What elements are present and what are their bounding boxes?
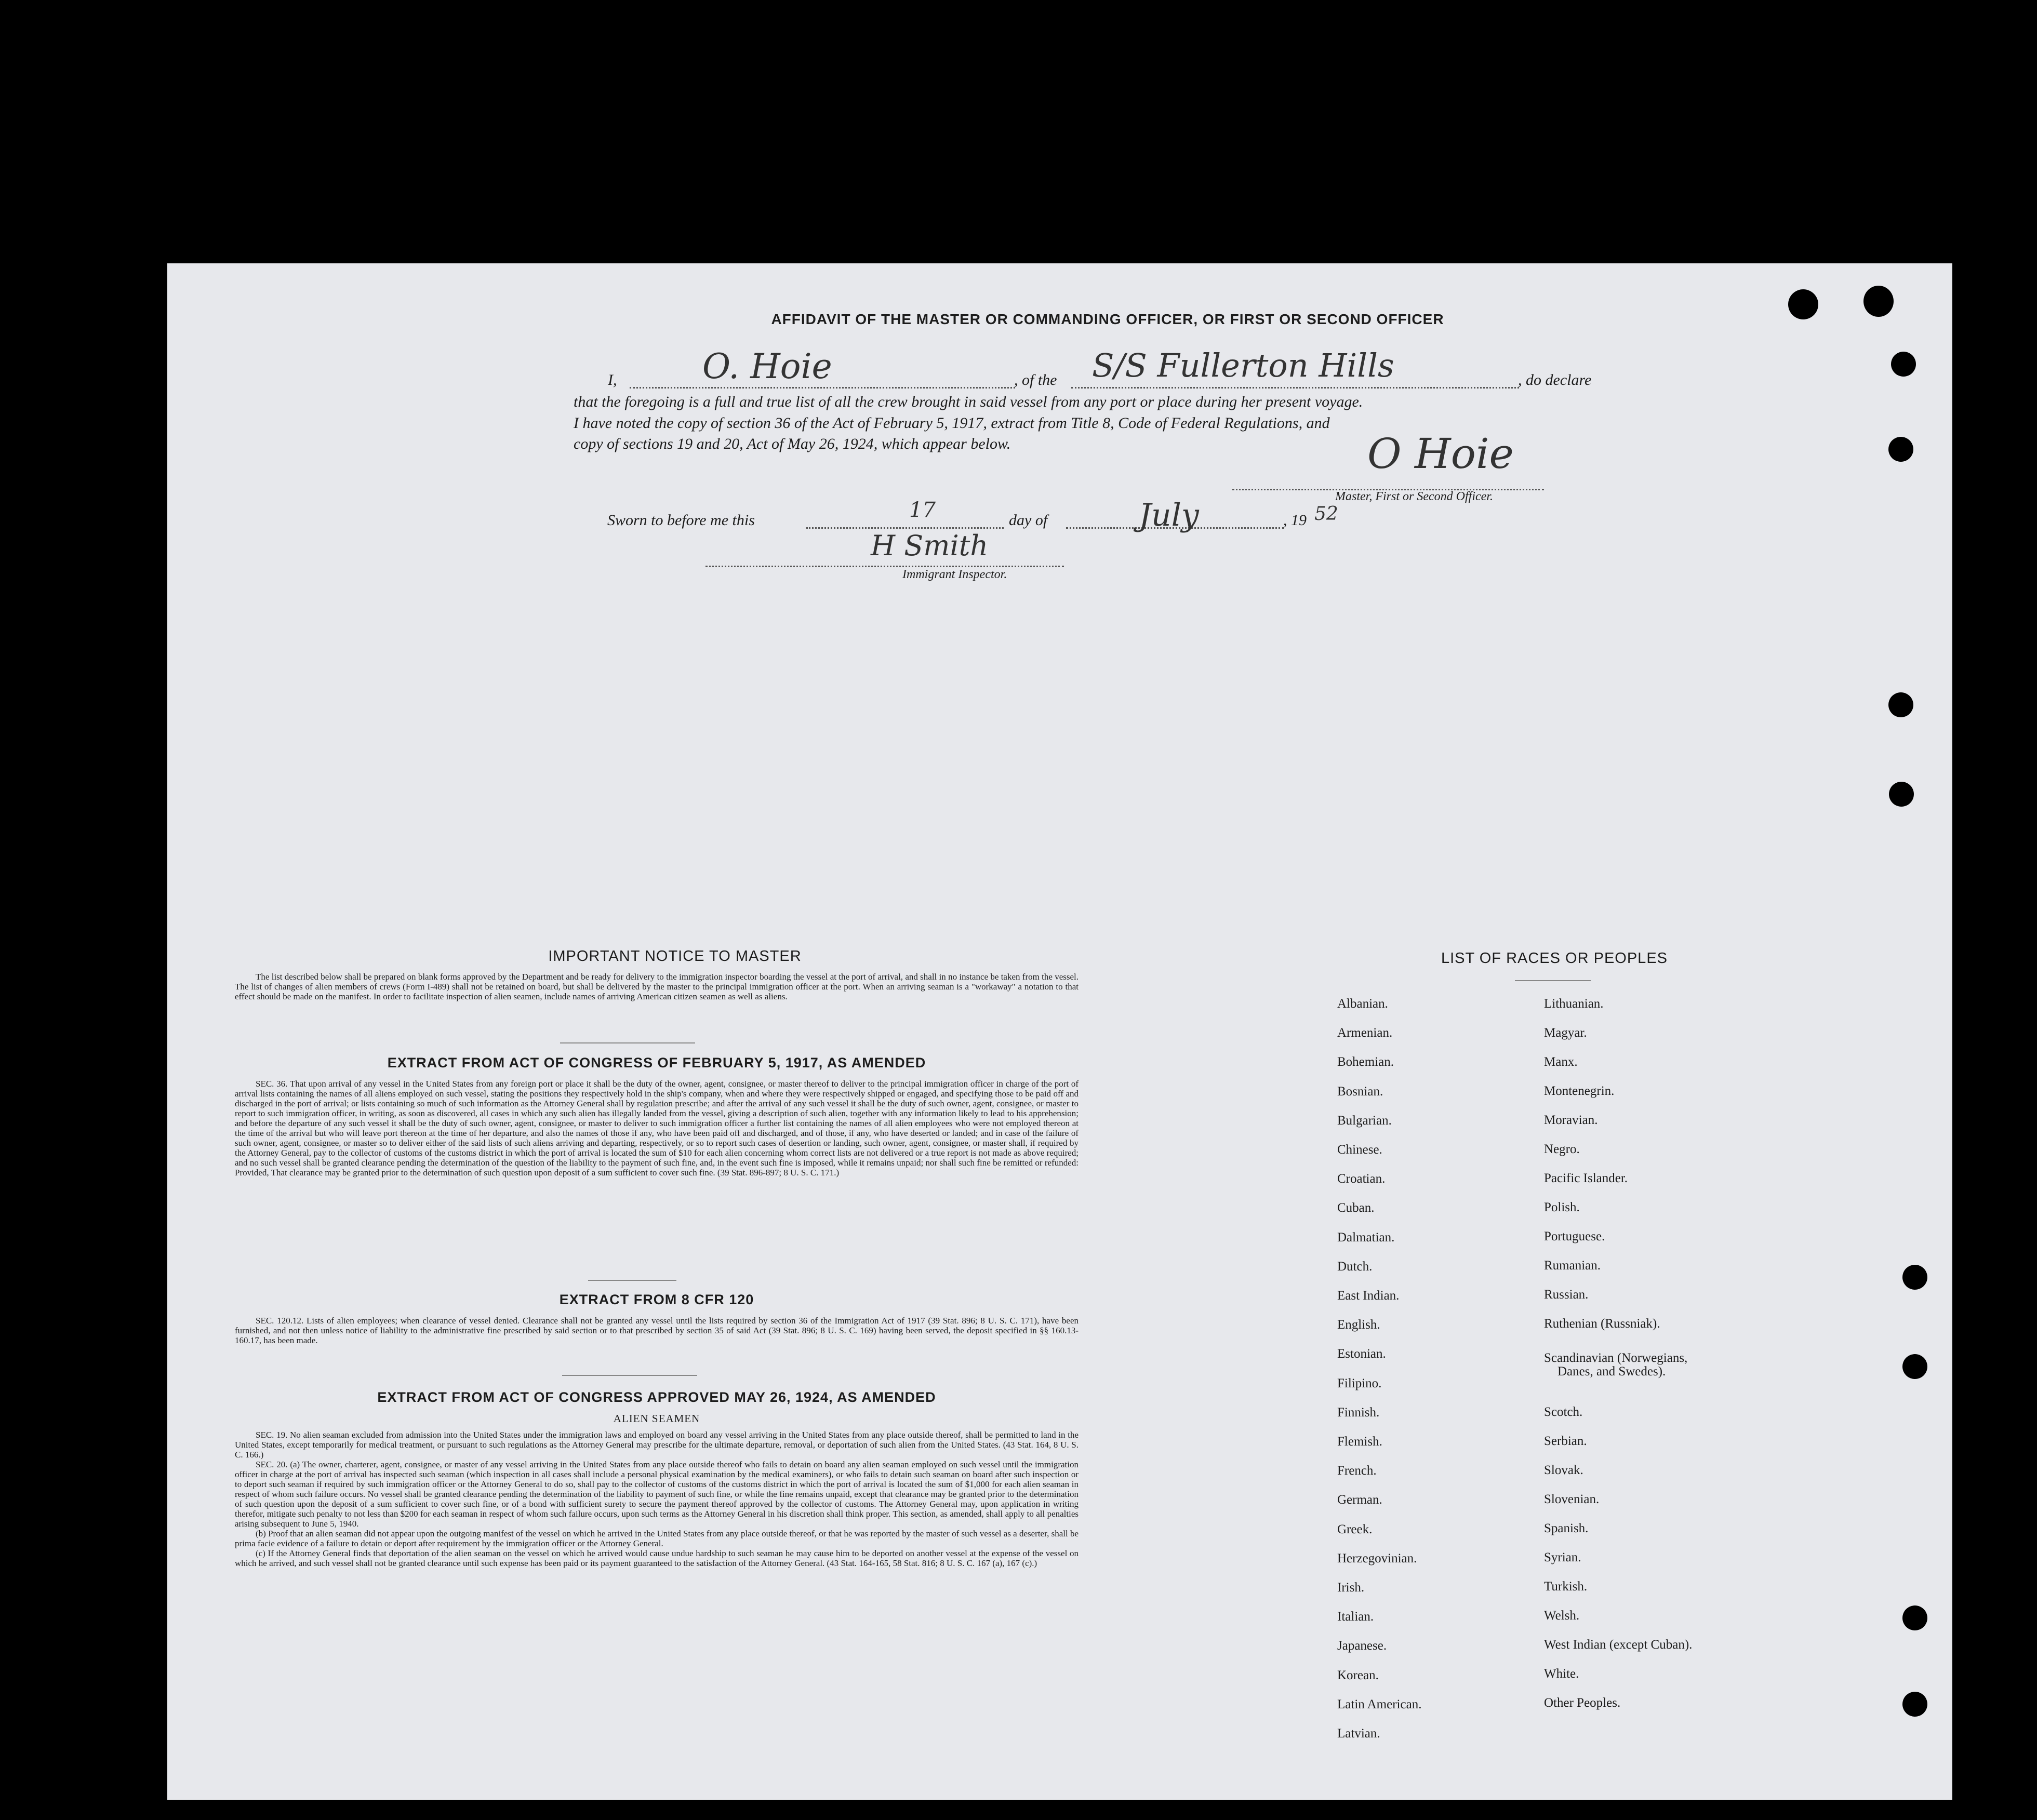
- race-item: Estonian.: [1337, 1347, 1386, 1361]
- vessel-name-line: [1071, 386, 1519, 389]
- punch-hole: [1863, 286, 1894, 317]
- vessel-name-handwritten: S/S Fullerton Hills: [1092, 346, 1394, 384]
- sworn-label: Sworn to before me this: [607, 512, 755, 529]
- extract-cfr-text: [235, 1316, 1079, 1345]
- race-item: Magyar.: [1544, 1026, 1587, 1040]
- extract-cfr-title: EXTRACT FROM 8 CFR 120: [559, 1292, 754, 1307]
- divider: [562, 1375, 697, 1376]
- inspector-line: [705, 565, 1064, 567]
- extract-1917-text: [235, 1079, 1079, 1177]
- inspector-caption: Immigrant Inspector.: [902, 568, 1007, 581]
- race-item: Slovak.: [1544, 1463, 1583, 1477]
- master-signature: O Hoie: [1367, 430, 1514, 478]
- race-item: Flemish.: [1337, 1435, 1382, 1449]
- alien-seamen-subtitle: ALIEN SEAMEN: [613, 1412, 700, 1425]
- sec-20a-paragraph: SEC. 20. (a) The owner, charterer, agent, consignee, or master of any vessel arriving in the United States from any place outside thereof who fails to detain on board any alien seaman employed on such vessel until the immigration officer in charge at the port of arrival has inspected such seaman (which inspection in all cases shall include a personal physical examination by the medical examiners), or who fails to detain such seaman on board after such inspection or to deport such seaman if required by such immigration officer or the Attorney General to do so, shall pay to the collector of customs of the customs district in which the port of arrival is located the sum of $1,000 for each alien seaman in respect of whom such failure occurs. No vessel shall be granted clearance pending the determination of the liability to payment of such fine, or while the fine remains unpaid, except that clearance may be granted prior to the determination of such question upon the deposit of a sum sufficient to cover such fine, or of a bond with sufficient surety to secure the payment thereof approved by the collector of customs. The Attorney General may, upon application in writing therefor, mitigate such penalty to not less than $200 for each seaman in respect of whom such failure occurs, upon such terms as the Attorney General in his discretion shall think proper. This section, as amended, shall apply to all penalties arising subsequent to June 5, 1940.: [235, 1460, 1079, 1529]
- sec-20b-paragraph: (b) Proof that an alien seaman did not appear upon the outgoing manifest of the vessel on which he arrived in the United States from any place outside thereof, or that he was reported by the master of such vessel as a deserter, shall be prima facie evidence of a failure to detain or deport after requirement by the immigration officer or the Attorney General.: [235, 1529, 1079, 1548]
- races-title: LIST OF RACES OR PEOPLES: [1441, 950, 1668, 967]
- race-item: French.: [1337, 1464, 1377, 1478]
- punch-hole: [1889, 782, 1914, 807]
- race-item: Russian.: [1544, 1288, 1589, 1302]
- race-item: Croatian.: [1337, 1172, 1386, 1186]
- race-item: Scotch.: [1544, 1405, 1583, 1419]
- race-item: Dalmatian.: [1337, 1230, 1395, 1244]
- race-item: Slovenian.: [1544, 1492, 1600, 1506]
- race-item: Finnish.: [1337, 1405, 1380, 1420]
- punch-hole: [1902, 1265, 1927, 1290]
- race-item: Manx.: [1544, 1055, 1578, 1069]
- document-page: [167, 263, 1952, 1800]
- day-of-label: day of: [1009, 512, 1048, 529]
- divider: [560, 1042, 695, 1043]
- punch-hole: [1888, 437, 1913, 462]
- race-item: Spanish.: [1544, 1521, 1589, 1535]
- race-item: Danes, and Swedes).: [1557, 1364, 1666, 1379]
- sworn-day-handwritten: 17: [909, 498, 936, 522]
- race-item: English.: [1337, 1318, 1380, 1332]
- sec-19-paragraph: SEC. 19. No alien seaman excluded from admission into the United States under the immigration laws and employed on board any vessel arriving in the United States from any place outside thereof, shall be permitted to land in the United States, except temporarily for medical treatment, or pursuant to such regulations as the Attorney General may prescribe for the ultimate departure, removal, or deportation of such alien from the United States. (43 Stat. 164, 8 U. S. C. 166.): [235, 1430, 1079, 1460]
- race-item: Bohemian.: [1337, 1055, 1394, 1069]
- signature-caption: Master, First or Second Officer.: [1335, 490, 1493, 503]
- affidavit-title: AFFIDAVIT OF THE MASTER OR COMMANDING OFFICER, OR FIRST OR SECOND OFFICER: [771, 311, 1444, 327]
- race-item: Rumanian.: [1544, 1259, 1601, 1273]
- race-item: Montenegrin.: [1544, 1084, 1615, 1098]
- extract-1924-text: [235, 1430, 1079, 1568]
- race-item: Armenian.: [1337, 1026, 1393, 1040]
- divider: [1515, 980, 1591, 981]
- race-item: Turkish.: [1544, 1580, 1588, 1594]
- race-item: Latin American.: [1337, 1697, 1422, 1711]
- affidavit-line-2: that the foregoing is a full and true list of all the crew brought in said vessel from any port or place during her present voyage.: [574, 393, 1363, 410]
- race-item: Bulgarian.: [1337, 1113, 1392, 1128]
- race-item: Serbian.: [1544, 1434, 1587, 1448]
- race-item: Moravian.: [1544, 1113, 1598, 1127]
- of-the-label: , of the: [1014, 371, 1057, 389]
- punch-hole: [1788, 289, 1818, 319]
- punch-hole: [1902, 1354, 1927, 1379]
- race-item: Portuguese.: [1544, 1229, 1605, 1243]
- race-item: Japanese.: [1337, 1639, 1387, 1653]
- race-item: Albanian.: [1337, 997, 1388, 1011]
- do-declare-label: , do declare: [1518, 371, 1592, 389]
- race-item: Latvian.: [1337, 1727, 1380, 1741]
- extract-1917-paragraph: SEC. 36. That upon arrival of any vessel in the United States from any foreign port or place it shall be the duty of the owner, agent, consignee, or master thereof to deliver to the principal immigration officer in charge of the port of arrival lists containing the names of all aliens employed on such vessel, stating the positions they respectively hold in the ship's company, when and where they were respectively shipped or engaged, and specifying those to be paid off and discharged in the port of arrival; or lists containing so much of such information as the Attorney General shall by regulation prescribe; and after the arrival of any such vessel it shall be the duty of such owner, agent, consignee, or master to report to such immigration officer, in writing, as soon as discovered, all cases in which any such alien has illegally landed from the vessel, giving a description of such alien, together with any information likely to lead to his apprehension; and before the departure of any such vessel it shall be the duty of such owner, agent, consignee, or master to deliver to such immigration officer a further list containing the names of all alien employees who were not employed thereon at the time of the arrival but who will leave port thereon at the time of her departure, and also the names of those if any, who have been paid off and discharged, and of those, if any, who have deserted or landed; and in case of the failure of such owner, agent, consignee, or master so to deliver either of the said lists of such aliens arriving and departing, respectively, or so to report such cases of desertion or landing, such owner, agent, consignee, or master shall, if required by the Attorney General, pay to the collector of customs of the customs district in which the port of arrival is located the sum of $10 for each alien concerning whom correct lists are not delivered or a true report is not made as above required; and no such vessel shall be granted clearance pending the determination of the question of the liability to the payment of such fine, and, in the event such fine is imposed, while it remains unpaid; nor shall such fine be remitted or refunded: Provided, That clearance may be granted prior to the determination of such question upon deposit of a sum sufficient to cover such fine. (39 Stat. 896-897; 8 U. S. C. 171.): [235, 1079, 1079, 1177]
- extract-cfr-paragraph: SEC. 120.12. Lists of alien employees; when clearance of vessel denied. Clearance shall not be granted any vessel until the lists required by section 36 of the Immigration Act of 1917 (39 Stat. 896; 8 U. S. C. 171), have been furnished, and not then unless notice of liability to the administrative fine prescribed by said section or to that prescribed by section 35 of said Act (39 Stat. 896; 8 U. S. C. 169) having been served, the deposit specified in §§ 160.13-160.17, has been made.: [235, 1316, 1079, 1345]
- race-item: Greek.: [1337, 1522, 1373, 1536]
- notice-title: IMPORTANT NOTICE TO MASTER: [548, 948, 802, 965]
- race-item: Irish.: [1337, 1581, 1365, 1595]
- race-item: Ruthenian (Russniak).: [1544, 1317, 1660, 1331]
- race-item: Negro.: [1544, 1142, 1580, 1156]
- race-item: Lithuanian.: [1544, 997, 1604, 1011]
- race-item: Cuban.: [1337, 1201, 1375, 1215]
- race-item: German.: [1337, 1493, 1382, 1507]
- race-item: Italian.: [1337, 1610, 1374, 1624]
- affidavit-line-3: I have noted the copy of section 36 of the Act of February 5, 1917, extract from Title 8, Code of Federal Regulations, and: [574, 414, 1330, 432]
- race-item: Welsh.: [1544, 1609, 1580, 1623]
- inspector-signature: H Smith: [871, 529, 989, 562]
- master-name-handwritten: O. Hoie: [702, 346, 832, 386]
- race-item: Dutch.: [1337, 1259, 1373, 1274]
- i-label: I,: [608, 371, 617, 389]
- race-item: Filipino.: [1337, 1376, 1382, 1390]
- punch-hole: [1902, 1692, 1927, 1717]
- year-prefix: , 19: [1283, 512, 1307, 529]
- race-item: Scandinavian (Norwegians,: [1544, 1351, 1688, 1365]
- punch-hole: [1888, 692, 1913, 717]
- sworn-day-line: [806, 526, 1004, 529]
- race-item: Pacific Islander.: [1544, 1171, 1628, 1185]
- punch-hole: [1902, 1605, 1927, 1630]
- race-item: East Indian.: [1337, 1289, 1400, 1303]
- race-item: Bosnian.: [1337, 1084, 1383, 1099]
- extract-1924-title: EXTRACT FROM ACT OF CONGRESS APPROVED MAY 26, 1924, AS AMENDED: [377, 1389, 936, 1405]
- race-item: West Indian (except Cuban).: [1544, 1638, 1693, 1652]
- race-item: Chinese.: [1337, 1143, 1382, 1157]
- race-item: Polish.: [1544, 1200, 1580, 1214]
- notice-paragraph: The list described below shall be prepared on blank forms approved by the Department and be ready for delivery to the immigration inspector boarding the vessel at the port of arrival, and shall in no instance be taken from the vessel. The list of changes of alien members of crews (Form I-489) shall not be retained on board, but shall be delivered by the master to the principal immigration officer at the port. When an arriving seaman is a "workaway" a notation to that effect should be made on the manifest. In order to facilitate inspection of alien seamen, include names of arriving American citizen seamen as well as aliens.: [235, 972, 1079, 1001]
- extract-1917-title: EXTRACT FROM ACT OF CONGRESS OF FEBRUARY 5, 1917, AS AMENDED: [387, 1055, 926, 1070]
- sworn-month-handwritten: July: [1139, 497, 1199, 533]
- race-item: Syrian.: [1544, 1550, 1581, 1564]
- divider: [588, 1280, 676, 1281]
- year-handwritten: 52: [1314, 503, 1338, 525]
- affidavit-line-4: copy of sections 19 and 20, Act of May 26, 1924, which appear below.: [574, 435, 1011, 452]
- sec-20c-paragraph: (c) If the Attorney General finds that deportation of the alien seaman on the vessel on which he arrived would cause undue hardship to such seaman he may cause him to be deported on another vessel at the expense of the vessel on which he arrived, and such vessel shall not be granted clearance until such expense has been paid or its payment guaranteed to the satisfaction of the Attorney General. (43 Stat. 164-165, 58 Stat. 816; 8 U. S. C. 167 (a), 167 (c).): [235, 1548, 1079, 1568]
- punch-hole: [1891, 352, 1916, 377]
- race-item: Other Peoples.: [1544, 1696, 1621, 1710]
- notice-text: [235, 972, 1079, 1001]
- race-item: White.: [1544, 1667, 1579, 1681]
- race-item: Herzegovinian.: [1337, 1551, 1417, 1565]
- race-item: Korean.: [1337, 1668, 1379, 1682]
